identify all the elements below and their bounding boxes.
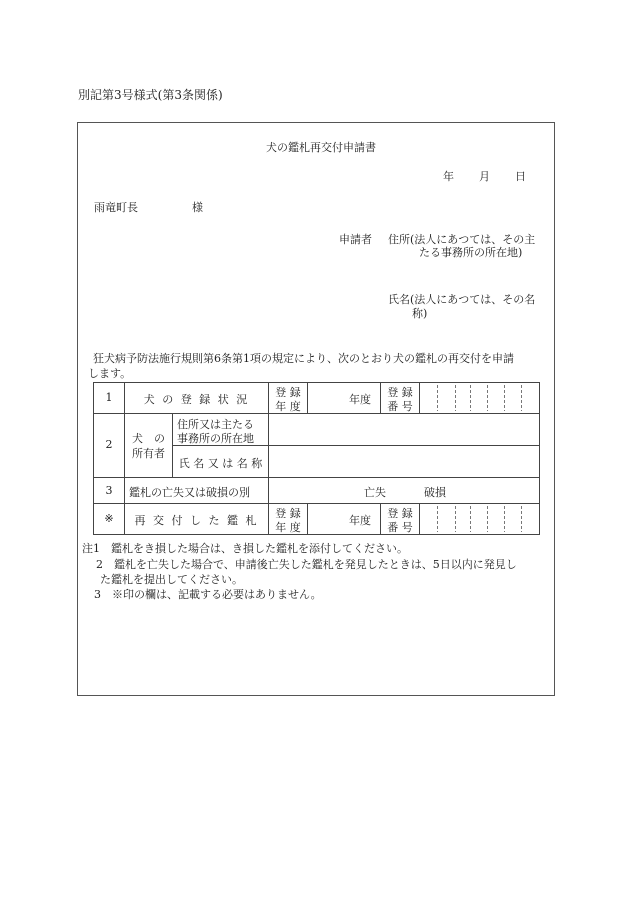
applicant-label: 申請者 [339, 233, 372, 246]
row3-label: 鑑札の亡失又は破損の別 [129, 486, 250, 499]
row2-address-bottom: 事務所の所在地 [177, 432, 254, 445]
body-text-line2: します。 [88, 367, 132, 380]
form-number: 別記第3号様式(第3条関係) [78, 88, 223, 102]
row4-reg-number-bottom: 番 号 [387, 521, 413, 534]
form-title: 犬の鑑札再交付申請書 [266, 141, 376, 154]
row4-reg-year-bottom: 年 度 [275, 521, 301, 534]
applicant-name-line1: 氏名(法人にあつては、その名 [388, 293, 536, 306]
applicant-address-line1: 住所(法人にあつては、その主 [388, 233, 536, 246]
note-1: 注1 鑑札をき損した場合は、き損した鑑札を添付してください。 [82, 542, 408, 555]
row1-number: 1 [105, 391, 113, 404]
date-month: 月 [479, 170, 490, 183]
note-2-line1: 2 鑑札を亡失した場合で、申請後亡失した鑑札を発見したときは、5日以内に発見し [96, 558, 517, 571]
row1-reg-year-top: 登 録 [275, 386, 301, 399]
row1-label: 犬 の 登 録 状 況 [143, 393, 250, 406]
note-2-line2: た鑑札を提出してください。 [100, 573, 243, 586]
note-3: 3 ※印の欄は、記載する必要はありません。 [94, 588, 322, 601]
addressee-name: 雨竜町長 [94, 201, 138, 214]
row4-label: 再 交 付 し た 鑑 札 [134, 514, 259, 527]
row3-option-lost: 亡失 [364, 486, 386, 499]
row1-reg-year-bottom: 年 度 [275, 400, 301, 413]
row2-name-label: 氏 名 又 は 名 称 [178, 457, 263, 470]
row2-address-top: 住所又は主たる [177, 418, 254, 431]
row2-owner-bottom: 所有者 [132, 447, 165, 460]
applicant-name-line2: 称) [412, 307, 428, 320]
row3-option-damaged: 破損 [424, 486, 446, 499]
row2-owner-top: 犬 の [132, 432, 165, 445]
row4-year-unit: 年度 [349, 514, 371, 527]
row4-reg-number-top: 登 録 [387, 507, 413, 520]
body-text-line1: 狂犬病予防法施行規則第6条第1項の規定により、次のとおり犬の鑑札の再交付を申請 [93, 352, 514, 365]
row2-number: 2 [105, 438, 113, 451]
date-year: 年 [443, 170, 454, 183]
row4-reg-year-top: 登 録 [275, 507, 301, 520]
row1-reg-number-bottom: 番 号 [387, 400, 413, 413]
row4-mark: ※ [104, 512, 114, 525]
row1-reg-number-top: 登 録 [387, 386, 413, 399]
date-day: 日 [515, 170, 526, 183]
row3-number: 3 [105, 484, 113, 497]
applicant-address-line2: たる事務所の所在地) [419, 246, 523, 259]
addressee-honorific: 様 [192, 201, 203, 214]
row1-year-unit: 年度 [349, 393, 371, 406]
